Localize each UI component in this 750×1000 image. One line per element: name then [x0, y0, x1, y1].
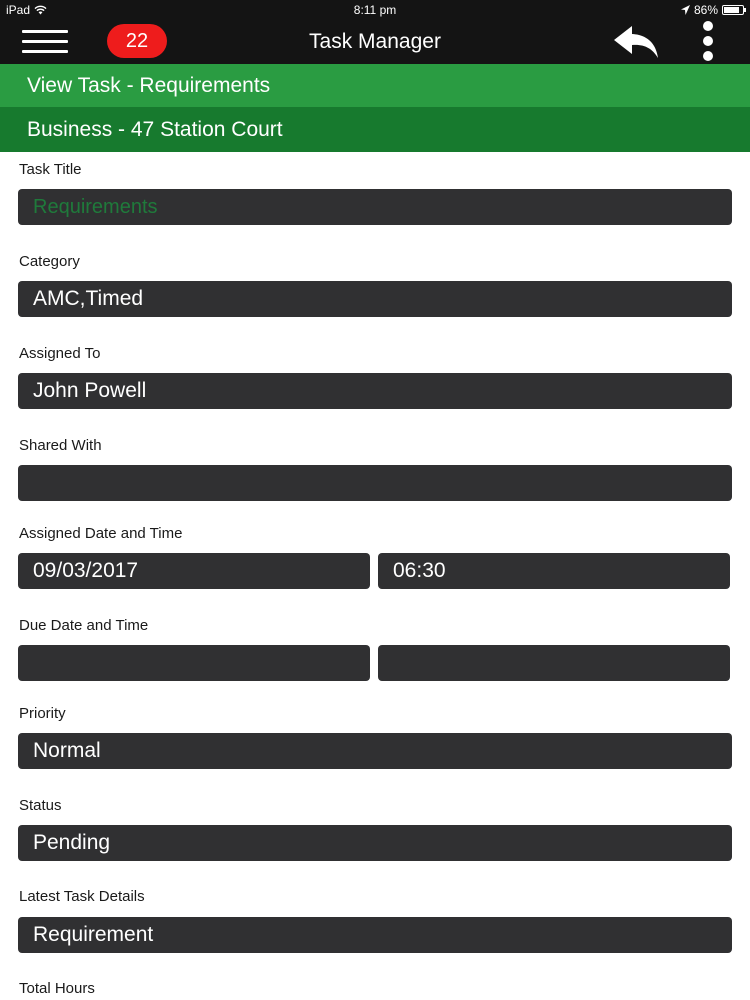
due-datetime-label: Due Date and Time: [19, 617, 149, 634]
assigned-to-label: Assigned To: [19, 345, 101, 362]
latest-details-label: Latest Task Details: [19, 888, 145, 905]
device-name: iPad: [6, 3, 31, 17]
assigned-to-field[interactable]: John Powell: [18, 373, 732, 409]
total-hours-label: Total Hours: [19, 980, 95, 997]
dot: [703, 21, 713, 31]
status-bar: [0, 0, 750, 20]
view-task-header: View Task - Requirements: [0, 64, 750, 107]
dot: [703, 36, 713, 46]
due-time-field[interactable]: [378, 645, 730, 681]
assigned-datetime-label: Assigned Date and Time: [19, 525, 183, 542]
task-title-label: Task Title: [19, 161, 82, 178]
shared-with-label: Shared With: [19, 437, 102, 454]
status-label: Status: [19, 797, 62, 814]
battery-icon: [722, 5, 744, 15]
status-field[interactable]: Pending: [18, 825, 732, 861]
status-right: [681, 3, 744, 17]
assigned-date-field[interactable]: 09/03/2017: [18, 553, 370, 589]
dot: [703, 51, 713, 61]
location-arrow-icon: [681, 5, 690, 15]
category-field[interactable]: AMC,Timed: [18, 281, 732, 317]
due-date-field[interactable]: [18, 645, 370, 681]
task-title-field[interactable]: Requirements: [18, 189, 732, 225]
vertical-dots-icon[interactable]: [697, 20, 719, 64]
app-title: Task Manager: [309, 30, 441, 53]
latest-details-field[interactable]: Requirement: [18, 917, 732, 953]
status-time: 8:11 pm: [353, 3, 397, 17]
category-label: Category: [19, 253, 80, 270]
notification-badge[interactable]: 22: [107, 24, 167, 58]
assigned-time-field[interactable]: 06:30: [378, 553, 730, 589]
battery-percent: 86%: [693, 3, 718, 17]
shared-with-field[interactable]: [18, 465, 732, 501]
reply-arrow-icon[interactable]: [612, 24, 660, 60]
priority-field[interactable]: Normal: [18, 733, 732, 769]
business-header: Business - 47 Station Court: [0, 107, 750, 152]
priority-label: Priority: [19, 705, 66, 722]
app-toolbar: [0, 20, 750, 64]
